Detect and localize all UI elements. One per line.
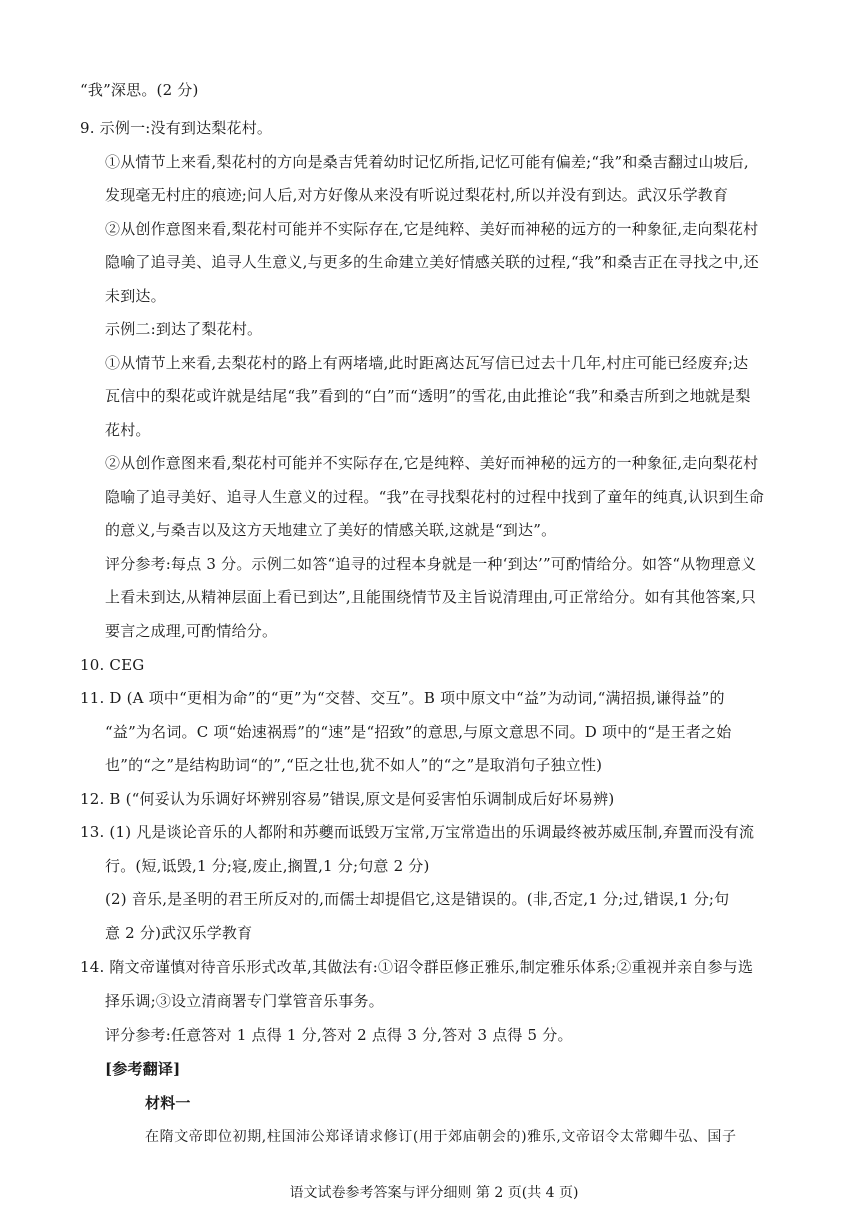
question-10-answer: 10. CEG (80, 656, 145, 674)
question-13-answer: 13. (1) 凡是谈论音乐的人都附和苏夔而诋毁万宝常,万宝常造出的乐调最终被苏威压制,弃置而没有流 (80, 823, 755, 841)
text-line: 上看未到达,从精神层面上看已到达”,且能围绕情节及主旨说清理由,可正常给分。如有其他答案,只 (105, 588, 756, 606)
text-line: 择乐调;③设立清商署专门掌管音乐事务。 (105, 992, 384, 1010)
text-line: 瓦信中的梨花或许就是结尾“我”看到的“白”而“透明”的雪花,由此推论“我”和桑吉所到之地就是梨 (105, 387, 751, 405)
text-line: 隐喻了追寻美好、追寻人生意义的过程。“我”在寻找梨花村的过程中找到了童年的纯真,认识到生命 (105, 488, 765, 506)
text-line: (2) 音乐,是圣明的君王所反对的,而儒士却提倡它,这是错误的。(非,否定,1 分;过,错误,1 分;句 (105, 890, 730, 908)
text-line: 发现毫无村庄的痕迹;问人后,对方好像从来没有听说过梨花村,所以并没有到达。武汉乐学教育 (105, 186, 729, 204)
text-line: 行。(短,诋毁,1 分;寝,废止,搁置,1 分;句意 2 分) (105, 857, 430, 875)
text-line: 评分参考:每点 3 分。示例二如答“追寻的过程本身就是一种‘到达’”可酌情给分。如答“从物理意义 (105, 555, 757, 573)
text-line: ②从创作意图来看,梨花村可能并不实际存在,它是纯粹、美好而神秘的远方的一种象征,走向梨花村 (105, 454, 759, 472)
reference-translation-heading: [参考翻译] (105, 1060, 181, 1078)
text-line: “我”深思。(2 分) (80, 81, 199, 99)
text-line: 未到达。 (105, 287, 166, 305)
text-line: 花村。 (105, 421, 151, 439)
material-one-heading: 材料一 (145, 1094, 191, 1112)
text-line: 示例二:到达了梨花村。 (105, 320, 263, 338)
text-line: 评分参考:任意答对 1 点得 1 分,答对 2 点得 3 分,答对 3 点得 5 分。 (105, 1026, 573, 1044)
text-line: 意 2 分)武汉乐学教育 (105, 924, 253, 942)
text-line: “益”为名词。C 项“始速祸焉”的“速”是“招致”的意思,与原文意思不同。D 项中的“是王者之始 (105, 723, 732, 741)
text-line: ②从创作意图来看,梨花村可能并不实际存在,它是纯粹、美好而神秘的远方的一种象征,走向梨花村 (105, 220, 759, 238)
translation-line: 在隋文帝即位初期,柱国沛公郑译请求修订(用于郊庙朝会的)雅乐,文帝诏令太常卿牛弘、国子 (145, 1129, 737, 1145)
question-12-answer: 12. B (“何妥认为乐调好坏辨别容易”错误,原文是何妥害怕乐调制成后好坏易辨) (80, 790, 615, 808)
question-14-answer: 14. 隋文帝谨慎对待音乐形式改革,其做法有:①诏令群臣修正雅乐,制定雅乐体系;②重视并亲自参与选 (80, 958, 754, 976)
text-line: 隐喻了追寻美、追寻人生意义,与更多的生命建立美好情感关联的过程,“我”和桑吉正在寻找之中,还 (105, 253, 759, 271)
question-11-answer: 11. D (A 项中“更相为命”的“更”为“交替、交互”。B 项中原文中“益”为动词,“满招损,谦得益”的 (80, 689, 725, 707)
text-line: 也”的“之”是结构助词“的”,“臣之壮也,犹不如人”的“之”是取消句子独立性) (105, 756, 603, 774)
text-line: 的意义,与桑吉以及这方天地建立了美好的情感关联,这就是“到达”。 (105, 521, 557, 539)
question-9-heading: 9. 示例一:没有到达梨花村。 (80, 119, 273, 137)
text-line: ①从情节上来看,去梨花村的路上有两堵墙,此时距离达瓦写信已过去十几年,村庄可能已经废弃;达 (105, 354, 749, 372)
page-footer: 语文试卷参考答案与评分细则 第 2 页(共 4 页) (289, 1185, 579, 1201)
text-line: 要言之成理,可酌情给分。 (105, 622, 278, 640)
text-line: ①从情节上来看,梨花村的方向是桑吉凭着幼时记忆所指,记忆可能有偏差;“我”和桑吉翻过山坡后, (105, 153, 749, 171)
